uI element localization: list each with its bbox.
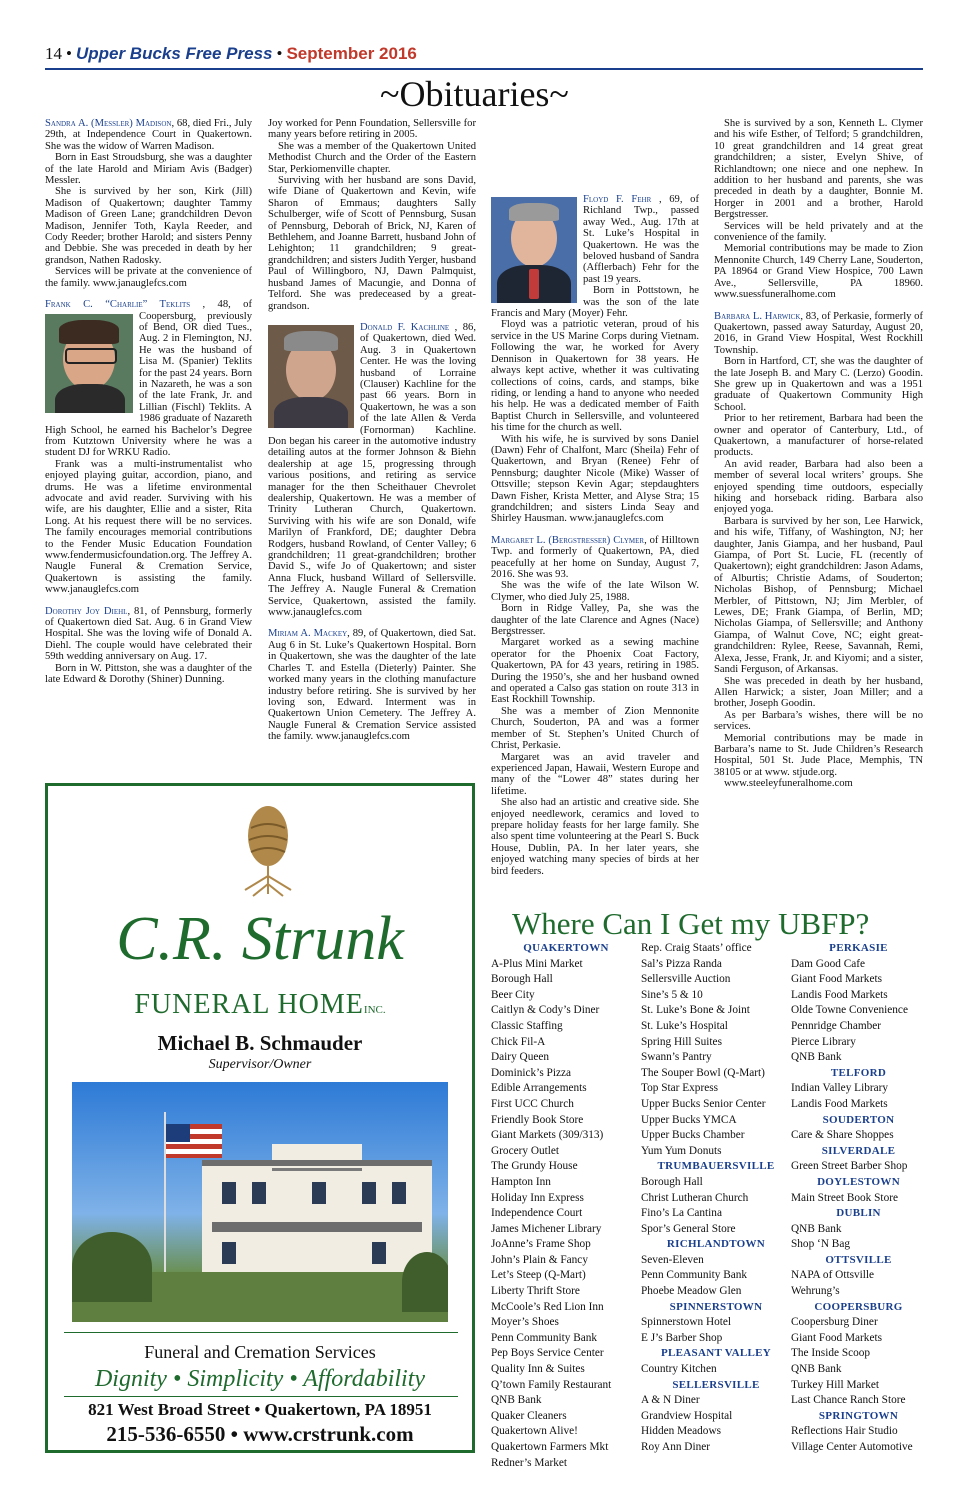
ad-divider: [64, 1332, 458, 1333]
obit-column-4: [714, 118, 923, 800]
town-heading: RICHLANDTOWN: [666, 1238, 766, 1251]
portrait-photo: [45, 314, 133, 413]
location-item: QNB Bank: [791, 1222, 842, 1235]
location-item: Seven-Eleven: [641, 1253, 704, 1266]
location-item: Sal’s Pizza Randa: [641, 957, 722, 970]
town-heading: TRUMBAUERSVILLE: [657, 1160, 775, 1173]
location-item: Reflections Hair Studio: [791, 1425, 898, 1438]
town-heading: TELFORD: [830, 1066, 887, 1079]
location-item: A & N Diner: [641, 1394, 700, 1407]
location-item: First UCC Church: [491, 1097, 574, 1110]
page-number: 14: [45, 44, 62, 63]
location-item: Top Star Express: [641, 1082, 719, 1095]
town-heading: PLEASANT VALLEY: [661, 1347, 771, 1360]
section-title: ~Obituaries~: [380, 74, 569, 114]
location-item: Quality Inn & Suites: [491, 1363, 585, 1376]
location-item: E J’s Barber Shop: [641, 1331, 723, 1344]
location-item: St. Luke’s Hospital: [641, 1019, 728, 1032]
obituary-mackey: Miriam A. Mackey, 89, of Quakertown, died Sat. Aug 6 in St. Luke’s Quakertown Hospital. Born in Quakertown, she was the daughter of the late Charles T. and Estella (Dieterly) Painter. She worked many years in the clothing manufacture industry before retiring. She is survived by her loving son, Edward. Interment was in Quakertown Union Cemetery. The Jeffrey A. Naugle Funeral & Cremation Service assisted the family. www.janauglefcs.com: [268, 628, 476, 743]
distribution-list-1: [491, 941, 641, 1471]
location-item: Friendly Book Store: [491, 1113, 584, 1126]
town-heading: PERKASIE: [829, 942, 888, 954]
town-heading: SPINNERSTOWN: [669, 1300, 763, 1313]
obit-name: Donald F. Kachline: [360, 321, 450, 333]
obituary-teklits: Frank C. “Charlie” Teklits , 48, of Coopersburg, previously of Bend, OR died Tues., Aug. 2 in Flemington, NJ. He was the husband of Lisa M. (Spanier) Teklits for the past 24 years. Born in Nazareth, he was a son of the late Frank, Jr. and Lillian (Fischl) Teklits. A 1986 graduate of Nazareth High School, he earned his Bachelor’s Degree from Kutztown University where he was a student DJ for WRKU Radio. Frank was a multi-instrumentalist who enjoyed playing guitar, accordion, piano, and drums. He was a lifetime environmental advocate and avid reader. Surviving with his wife, are his daughter, Ellie and a sister, Rita Long. At his request there will be no services. The family encourages memorial contributions to the Fender Music Education Foundation www.fendermusicfoundation.org. The Jeffrey A. Naugle Funeral & Cremation Service, Quakertown is assisting the family. www.janauglefcs.com: [45, 299, 253, 596]
location-item: A-Plus Mini Market: [491, 957, 583, 970]
obit-name: Barbara L. Harwick: [714, 310, 801, 322]
ad-contact: 215-536-6550 • www.crstrunk.com: [106, 1422, 414, 1446]
ad-role: Supervisor/Owner: [208, 1057, 312, 1072]
obit-name: Margaret L. (Bergstresser) Clymer: [491, 534, 645, 546]
location-item: Liberty Thrift Store: [491, 1285, 580, 1298]
ad-manager: Michael B. Schmauder: [157, 1031, 363, 1055]
location-item: Fino’s La Cantina: [641, 1207, 722, 1220]
location-item: Hidden Meadows: [641, 1425, 722, 1438]
location-item: Edible Arrangements: [491, 1082, 587, 1095]
location-item: Q’town Family Restaurant: [491, 1378, 612, 1391]
location-item: QNB Bank: [791, 1051, 842, 1064]
location-item: Quaker Cleaners: [491, 1409, 567, 1422]
location-item: Phoebe Meadow Glen: [641, 1285, 742, 1298]
town-heading: SILVERDALE: [821, 1144, 896, 1157]
location-item: Borough Hall: [641, 1175, 703, 1188]
ad-subtitle: FUNERAL HOMEINC.: [134, 989, 386, 1020]
location-item: Giant Food Markets: [791, 973, 882, 986]
location-item: JoAnne’s Frame Shop: [491, 1238, 591, 1251]
obit-name: Sandra A. (Messler) Madison: [45, 118, 172, 129]
obituary-diehl-cont: Joy worked for Penn Foundation, Sellersville for many years before retiring in 2005. She was a member of the Quakertown United Methodist Church and the Order of the Eastern Star, Perkiomenville chapter. Surviving with her husband are sons David, wife Diane of Quakertown and Kevin, wife Sharon of Emmaus; daughters Sally Schulberger, wife of Scott of Pennsburg, Susan of Pennsburg, Deborah of Brick, NJ, Karen of Bethlehem, and Joanne Barrett, husband John of Lehighton; 11 grandchildren; 9 great-grandchildren; and sisters Judith Yerger, husband Paul of Willingboro, NJ, Dawn Palmquist, husband James of Macungie, and Donna of Telford. She was predeceased by a great-grandson.: [268, 118, 476, 312]
location-item: Dominick’s Pizza: [491, 1066, 572, 1079]
location-item: Care & Share Shoppes: [791, 1129, 894, 1142]
location-item: Spring Hill Suites: [641, 1035, 722, 1048]
obituary-kachline: Donald F. Kachline , 86, of Quakertown, died Wed. Aug. 3 in Quakertown Center. He was the loving husband of Lorraine (Clauser) Kachline for the past 66 years. Born in Quakertown, he was a son of the late Allen & Verda (Fornorman) Kachline. Don began his career in the automotive industry detailing autos at the former Johnson & Biehn dealership at age 15, progressing through various positions, and retiring as service manager for the then Scheithauer Chevrolet dealership, Quakertown. He was a member of Trinity Lutheran Church, Quakertown. Surviving with his wife are son Donald, wife Marilyn of Frankford, DE; daughter Debra Rodgers, husband Rowland, of Center Valley; 6 grandchildren; 11 great-grandchildren; brother David S., wife Jo of Quakertown; and sister Anna Fluck, husband Willard of Sellersville. The Jeffrey A. Naugle Funeral & Cremation Service, Quakertown, assisted the family. www.janauglefcs.com: [268, 321, 476, 619]
location-item: James Michener Library: [491, 1222, 602, 1235]
town-heading: SELLERSVILLE: [672, 1378, 760, 1391]
location-item: Pennridge Chamber: [791, 1019, 882, 1032]
location-item: Spor’s General Store: [641, 1222, 736, 1235]
location-item: Upper Bucks Senior Center: [641, 1097, 766, 1110]
town-heading: DOYLESTOWN: [817, 1175, 900, 1188]
header-rule: [45, 68, 923, 70]
publication-name: Upper Bucks Free Press: [75, 44, 273, 63]
location-item: St. Luke’s Bone & Joint: [641, 1004, 750, 1017]
obituary-clymer: Margaret L. (Bergstresser) Clymer, of Hilltown Twp. and formerly of Quakertown, PA, died peacefully at her home on Sunday, August 7, 2016. She was 93. She was the wife of the late Wilson W. Clymer, who died July 25, 1988. Born in Ridge Valley, Pa, she was the daughter of the late Clarence and Agnes (Nace) Bergstresser. Margaret worked as a sewing machine operator for the Phoenix Coat Factory, Quakertown, PA for 43 years, retiring in 1985. During the 1950’s, she and her husband owned and operated a Calso gas station on route 313 in East Rockhill Township. She was a member of Zion Mennonite Church, Souderton, PA and was a former member of St. Stephen’s United Church of Christ, Perkasie. Margaret was an avid traveler and experienced Japan, Hawaii, Western Europe and many of the “Lower 48” states during her lifetime. She also had an artistic and creative side. She enjoyed needlework, ceramics and loved to prepare holiday feasts for her large family. She also spent time volunteering at the Pearl S. Buck House, Dublin, PA. In her later years, she enjoyed watching many species of birds at her bird feeders.: [491, 534, 699, 877]
location-item: QNB Bank: [791, 1363, 842, 1376]
location-item: Giant Food Markets: [791, 1331, 882, 1344]
pinecone-logo-icon: [233, 798, 303, 898]
location-item: NAPA of Ottsville: [791, 1269, 875, 1282]
distribution-title: Where Can I Get my UBFP?: [512, 906, 870, 941]
ad-services: Funeral and Cremation Services: [144, 1342, 376, 1362]
obit-column-2: [268, 118, 476, 753]
location-item: Upper Bucks Chamber: [641, 1129, 745, 1142]
obituary-clymer-cont: She is survived by a son, Kenneth L. Clymer and his wife Esther, of Telford; 5 grandchildren, 10 great grandchildren and 14 great great grandchildren; a sister, Evelyn Shive, of Richlandtown; one niece and one nephew. In addition to her husband and parents, she was preceded in death by a daughter, Bonnie M. Horger in 2001 and a brother, Harold Bergstresser. Services will be held privately and at the convenience of the family. Memorial contributions may be made to Zion Mennonite Church, 149 Cherry Lane, Souderton, PA 18964 or Grand View Hospice, 700 Lawn Ave., Sellersville, PA 18960. www.suessfuneralhome.com: [714, 118, 923, 301]
town-heading: COOPERSBURG: [814, 1300, 903, 1313]
location-item: Christ Lutheran Church: [641, 1191, 749, 1204]
obituary-madison: Sandra A. (Messler) Madison, 68, died Fri., July 29th, at Independence Court in Quakertown. She was the widow of Warren Madison. Born in East Stroudsburg, she was a daughter of the late Harold and Miriam Avis (Badger) Messler. She is survived by her son, Kirk (Jill) Madison of Quakertown; daughter Tammy Madison of Green Lane; grandchildren Devon Madison, Jennifer Toth, Kayla Reeder, and Cody Reeder; brother Harold; and sisters Penny and Debbie. She was preceded in death by her grandson, Nathen Radosky. Services will be private at the convenience of the family. www.janauglefcs.com: [45, 118, 252, 289]
location-item: Turkey Hill Market: [791, 1378, 880, 1391]
location-item: Dairy Queen: [491, 1051, 550, 1064]
obituary-fehr: Floyd F. Fehr , 69, of Richland Twp., passed away Wed., Aug. 17th at St. Luke’s Hospital in Quakertown. He was the beloved husband of Sandra (Afflerbach) Fehr for the past 19 years. Born in Pottstown, he was the son of the late Francis and Mary (Moyer) Fehr. Floyd was a patriotic veteran, proud of his service in the US Marine Corps during Vietnam. Following the war, he worked for Avery Dennison in Quakertown for 38 years. He always kept active, whether it was cultivating collections of coins, cards, and stamps, bike riding, or lending a hand to anyone who needed his help. He was a dedicated member of Faith Baptist Church in Sellersville, and volunteered his time for the church as well. With his wife, he is survived by sons Daniel (Dawn) Fehr of Chalfont, Marc (Sheila) Fehr of Quakertown, and Bryan (Renee) Fehr of Pennsburg; daughter Nicole (Mike) Wasser of Ottsville; stepson Kevin Agar; stepdaughters Dawn Fisher, Krista Metter, and Alyse Stra; 15 grandchildren; and sisters Linda Seay and Shirley Hausman. www.janauglefcs.com: [491, 194, 699, 525]
location-item: Hampton Inn: [491, 1175, 551, 1188]
location-item: Caitlyn & Cody’s Diner: [491, 1004, 600, 1017]
obituary-harwick: Barbara L. Harwick, 83, of Perkasie, formerly of Quakertown, passed away Saturday, August 20, 2016, in Grand View Hospital, West Rockhill Township. Born in Hartford, CT, she was the daughter of the late Joseph B. and Mary C. (Lerzo) Goodin. She grew up in Quakertown and was a 1951 graduate of Quakertown Community High School. Prior to her retirement, Barbara had been the owner and operator of Canterbury, Ltd., of Quakertown, a manufacturer of horse-related products. An avid reader, Barbara had also been a member of several local writers’ groups. She enjoyed spending time outdoors, especially hiking and horseback riding. Barbara also enjoyed yoga. Barbara is survived by her son, Lee Harwick, and his wife, Tiffany, of Washington, NJ; her daughter, Janis Giampa, and her husband, Paul Giampa, of Port St. Lucie, FL (recently of Quakertown); eight grandchildren: Jason Adams, of Alburtis; Christie Adams, of Souderton; Nicholas Bishop, of Pennsburg; Michael Merbler, of Pittstown, NJ; Jim Merbler, of Lewes, DE; Frank Giampa, of Berlin, MD; Nicholas Giampa, of Sellersville; and Anthony Giampa, of Walnut Cove, NC; eight great-grandchildren: Rylee, Reese, Savannah, Remi, Alexa, Jesse, Frank, Jr. and Kiyomi; and a sister, Sandi Ferguson, of Arkansas. She was preceded in death by her husband, Allen Harwick; a sister, Joan Miller; and a brother, Joseph Goodin. As per Barbara’s wishes, there will be no services. Memorial contributions may be made in Barbara’s name to St. Jude Children’s Research Hospital, 501 St. Jude Place, Memphis, TN 38105 or at www. stjude.org. www.steeleyfuneralhome.com: [714, 310, 923, 790]
location-item: Penn Community Bank: [641, 1269, 748, 1282]
location-item: Dam Good Cafe: [791, 957, 866, 970]
portrait-photo: [268, 325, 354, 428]
location-item: Grandview Hospital: [641, 1409, 733, 1422]
funeral-home-ad: [45, 783, 475, 1453]
location-item: Wehrung’s: [791, 1285, 840, 1298]
location-item: Olde Towne Convenience: [791, 1004, 908, 1017]
town-heading: QUAKERTOWN: [523, 942, 609, 954]
location-item: Upper Bucks YMCA: [641, 1113, 737, 1126]
location-item: Landis Food Markets: [791, 988, 888, 1001]
location-item: Pep Boys Service Center: [491, 1347, 604, 1360]
location-item: Beer City: [491, 988, 535, 1001]
location-item: Sine’s 5 & 10: [641, 988, 703, 1001]
location-item: Quakertown Farmers Mkt: [491, 1441, 609, 1453]
town-heading: SPRINGTOWN: [818, 1409, 899, 1422]
ad-tagline: Dignity • Simplicity • Affordability: [94, 1366, 426, 1392]
location-item: Redner’s Market: [491, 1456, 568, 1469]
obit-column-3: [491, 118, 699, 887]
location-item: The Souper Bowl (Q-Mart): [641, 1066, 765, 1079]
obit-name: Floyd F. Fehr: [583, 194, 652, 205]
location-item: The Inside Scoop: [791, 1347, 871, 1360]
obituary-diehl: Dorothy Joy Diehl, 81, of Pennsburg, formerly of Quakertown died Sat. Aug. 6 in Grand View Hospital. She was the loving wife of Donald A. Diehl. The couple would have celebrated their 59th wedding anniversary on Aug. 17. Born in W. Pittston, she was a daughter of the late Edward & Dorothy (Shiner) Dunning.: [45, 605, 252, 686]
location-item: Last Chance Ranch Store: [791, 1394, 906, 1407]
location-item: Penn Community Bank: [491, 1331, 598, 1344]
location-item: Chick Fil-A: [491, 1035, 546, 1048]
location-item: Quakertown Alive!: [491, 1425, 578, 1438]
ad-address: 821 West Broad Street • Quakertown, PA 18951: [88, 1400, 432, 1419]
location-item: Independence Court: [491, 1207, 583, 1220]
location-item: Country Kitchen: [641, 1363, 717, 1376]
obit-name: Miriam A. Mackey: [268, 628, 348, 640]
location-item: Grocery Outlet: [491, 1144, 560, 1157]
location-item: Classic Staffing: [491, 1019, 563, 1032]
location-item: Green Street Barber Shop: [791, 1160, 908, 1173]
location-item: John’s Plain & Fancy: [491, 1253, 588, 1266]
portrait-photo: [491, 197, 577, 303]
location-item: Holiday Inn Express: [491, 1191, 584, 1204]
location-item: Shop ‘N Bag: [791, 1238, 850, 1251]
obit-column-1: [45, 118, 252, 696]
location-item: Landis Food Markets: [791, 1097, 888, 1110]
obit-name: Dorothy Joy Diehl: [45, 605, 128, 617]
location-item: Roy Ann Diner: [641, 1441, 711, 1453]
mackey-continued-space: [491, 118, 699, 194]
location-item: Borough Hall: [491, 973, 553, 986]
distribution-list-3: [791, 941, 926, 1456]
location-item: Yum Yum Donuts: [641, 1144, 722, 1157]
location-item: Let’s Steep (Q-Mart): [491, 1269, 586, 1282]
page-header: 14 • Upper Bucks Free Press • September 2016: [45, 44, 417, 63]
location-item: Indian Valley Library: [791, 1082, 889, 1095]
location-item: Main Street Book Store: [791, 1191, 898, 1204]
location-item: Pierce Library: [791, 1035, 856, 1048]
distribution-list-2: [641, 941, 791, 1456]
funeral-home-photo: [72, 1082, 448, 1322]
location-item: Village Center Automotive: [791, 1441, 913, 1453]
town-heading: SOUDERTON: [822, 1113, 895, 1126]
location-item: Spinnerstown Hotel: [641, 1316, 732, 1329]
location-item: McCoole’s Red Lion Inn: [491, 1300, 604, 1313]
obit-name: Frank C. “Charlie” Teklits: [45, 299, 191, 311]
issue-date: September 2016: [286, 44, 417, 63]
location-item: The Grundy House: [491, 1160, 578, 1173]
location-item: Rep. Craig Staats’ office: [641, 942, 752, 954]
location-item: Sellersville Auction: [641, 973, 731, 986]
ad-divider: [64, 1396, 458, 1397]
location-item: QNB Bank: [491, 1394, 542, 1407]
location-item: Giant Markets (309/313): [491, 1129, 604, 1142]
town-heading: OTTSVILLE: [825, 1253, 892, 1266]
location-item: Swann’s Pantry: [641, 1051, 712, 1064]
location-item: Coopersburg Diner: [791, 1316, 878, 1329]
location-item: Moyer’s Shoes: [491, 1316, 559, 1329]
ad-brand: C.R. Strunk: [116, 905, 404, 973]
town-heading: DUBLIN: [836, 1207, 881, 1220]
